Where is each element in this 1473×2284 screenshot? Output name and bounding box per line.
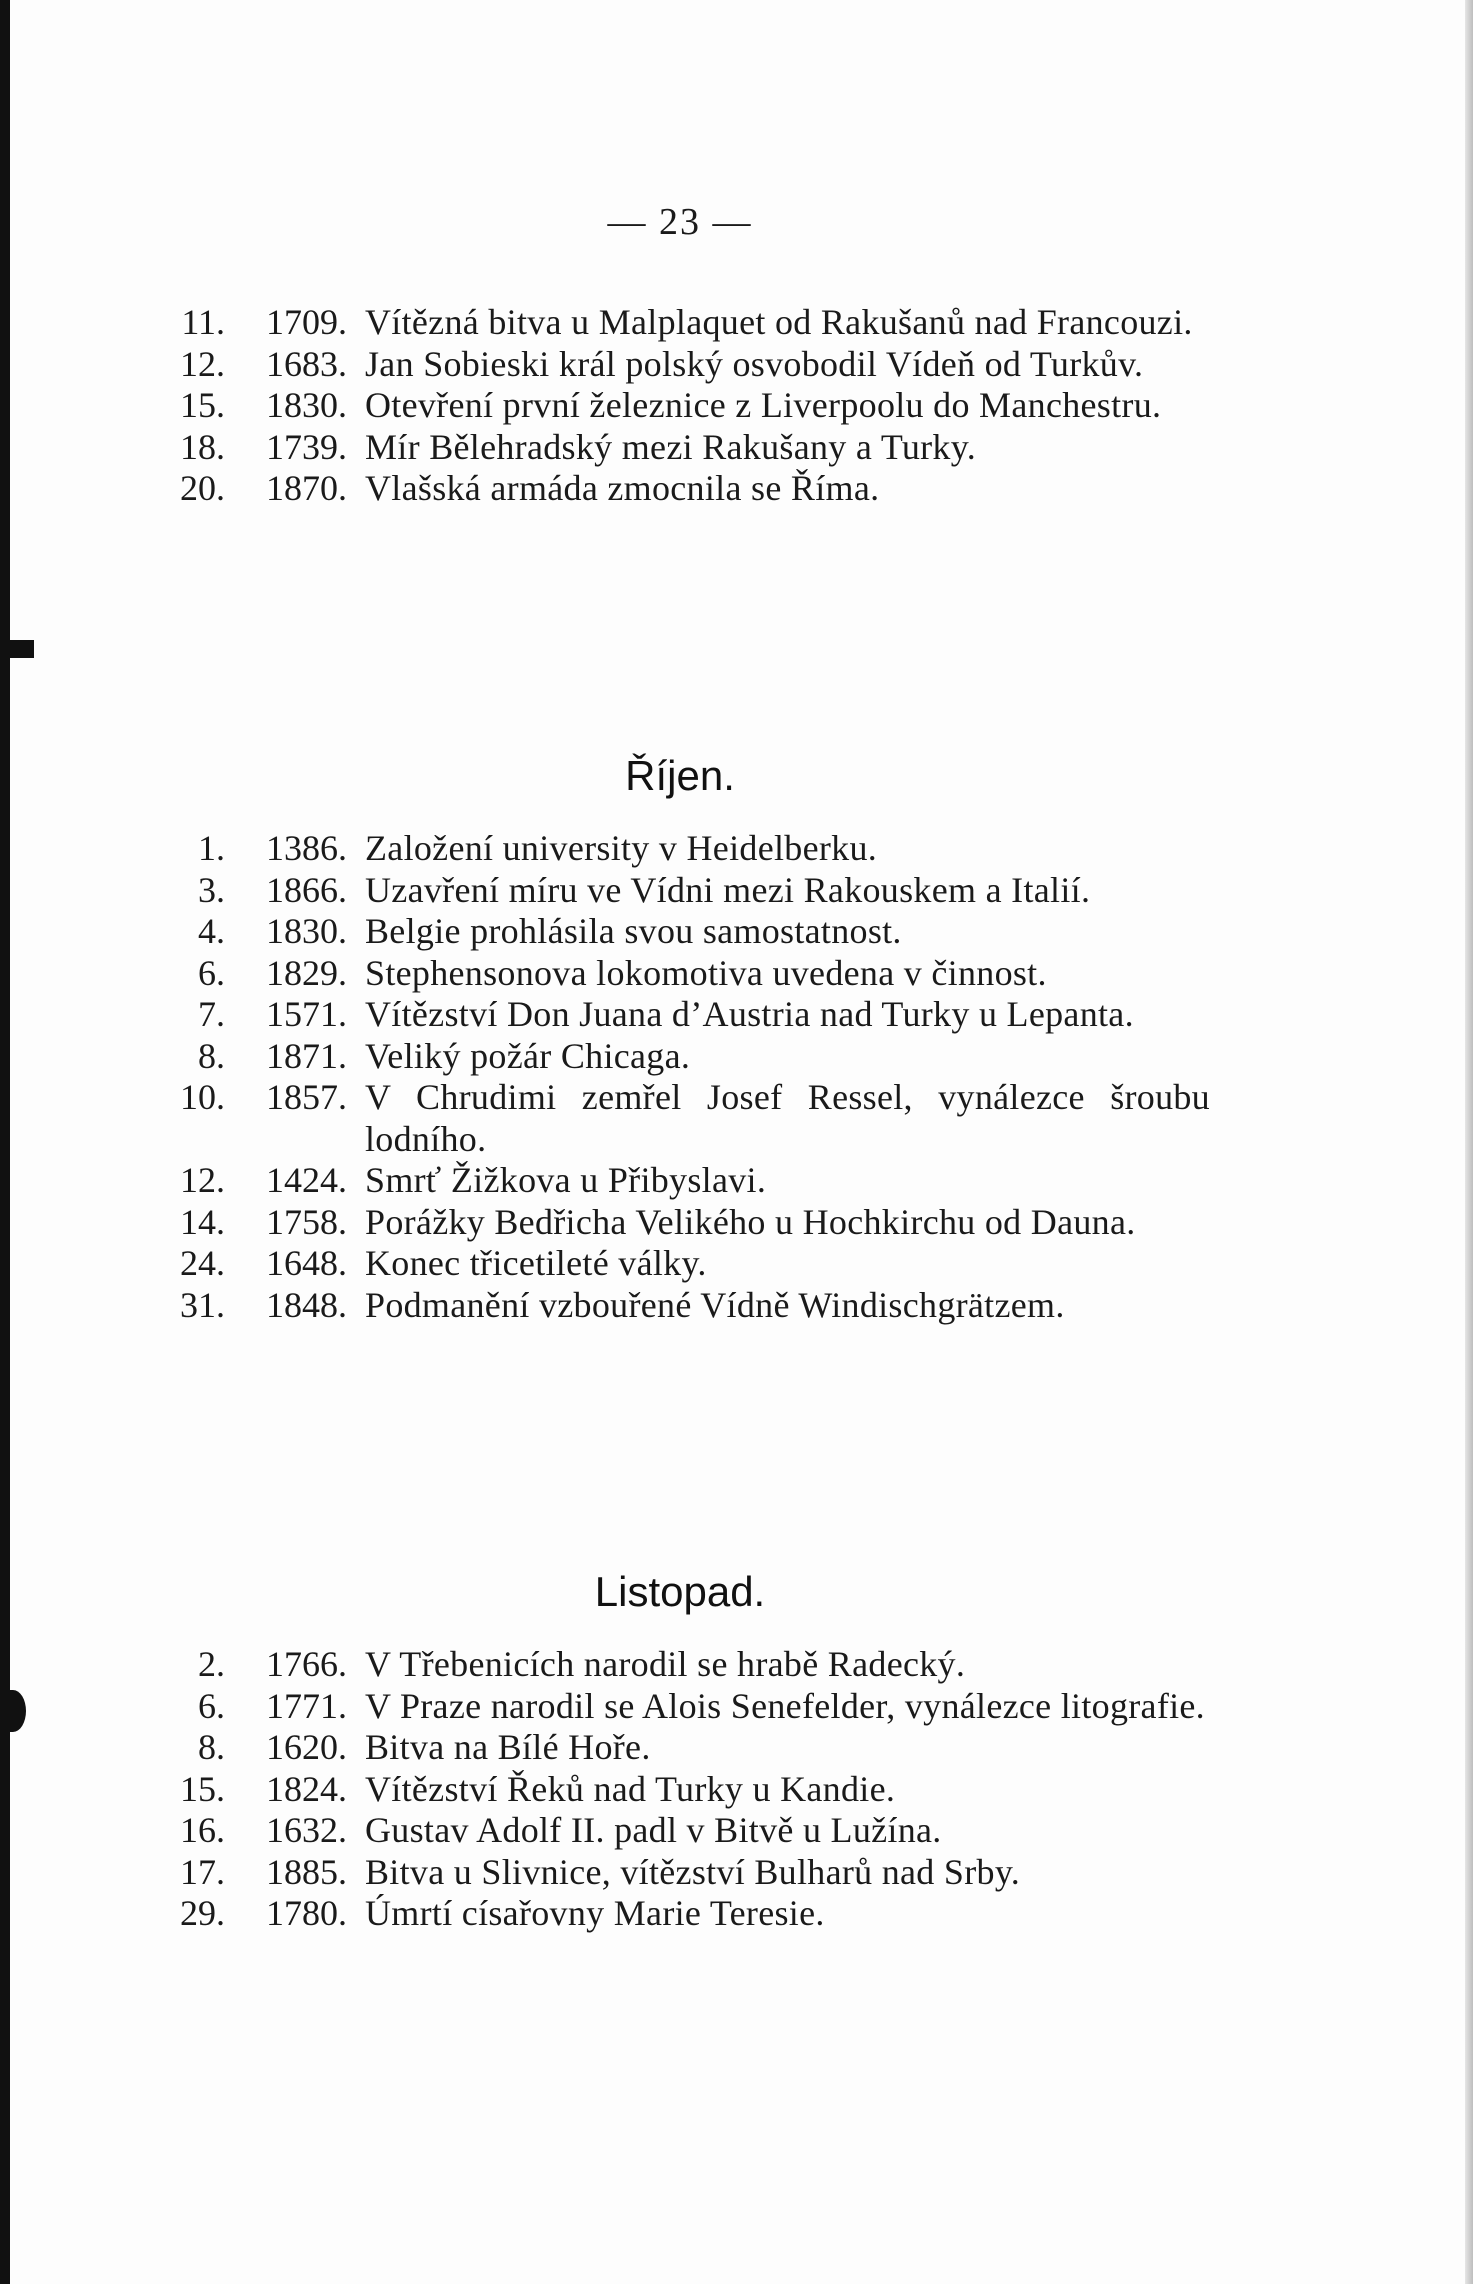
entry-list-continuation: [160, 302, 1210, 510]
entry-year: 1848.: [266, 1284, 347, 1325]
entry-text: Mír Bělehradský mezi Rakušany a Turky.: [365, 426, 976, 467]
entry-year: 1620.: [266, 1727, 347, 1767]
entry-day: 10.: [180, 1077, 225, 1117]
entry-year: 1739.: [266, 426, 347, 467]
entry-year: 1766.: [266, 1644, 347, 1684]
entry-year: 1857.: [266, 1077, 347, 1117]
entry-text: Bitva na Bílé Hoře.: [365, 1727, 651, 1767]
list-item: [160, 1285, 1210, 1327]
entry-day: 6.: [198, 952, 225, 993]
list-item: [160, 1727, 1210, 1769]
entry-text: V Třebenicích narodil se hrabě Radecký.: [365, 1644, 966, 1684]
entry-day: 12.: [180, 343, 225, 384]
list-item: [160, 302, 1210, 344]
list-item: [160, 1243, 1210, 1285]
entry-day: 3.: [198, 869, 225, 910]
entry-year: 1780.: [266, 1893, 347, 1933]
entry-year: 1758.: [266, 1201, 347, 1242]
entry-year: 1683.: [266, 343, 347, 384]
entry-text: Otevření první železnice z Liverpoolu do Manchestru.: [365, 385, 1162, 425]
page-number: — 23 —: [607, 201, 753, 243]
binding-mark: [0, 1690, 26, 1732]
entry-day: 7.: [198, 994, 225, 1034]
entry-text: Založení university v Heidelberku.: [365, 828, 878, 868]
entry-day: 24.: [180, 1243, 225, 1283]
entry-list-october: [160, 828, 1210, 1326]
entry-year: 1829.: [266, 952, 347, 993]
list-item: [160, 828, 1210, 870]
list-item: [160, 1202, 1210, 1244]
entry-text: Porážky Bedřicha Velikého u Hochkirchu od Dauna.: [365, 1201, 1136, 1242]
list-item: [160, 870, 1210, 912]
entry-day: 12.: [180, 1160, 225, 1200]
entry-year: 1424.: [266, 1160, 347, 1200]
entry-year: 1632.: [266, 1810, 347, 1850]
entry-year: 1870.: [266, 468, 347, 508]
entry-day: 17.: [180, 1851, 225, 1892]
entry-day: 20.: [180, 468, 225, 508]
entry-text: Smrť Žižkova u Přibyslavi.: [365, 1160, 767, 1200]
entry-day: 2.: [198, 1644, 225, 1684]
entry-text: Vlašská armáda zmocnila se Říma.: [365, 468, 880, 508]
list-item: [160, 468, 1210, 510]
entry-day: 8.: [198, 1727, 225, 1767]
list-item: [160, 1036, 1210, 1078]
entry-text: Vítězství Don Juana d’Austria nad Turky u Lepanta.: [365, 994, 1134, 1034]
entry-text: Úmrtí císařovny Marie Teresie.: [365, 1893, 825, 1933]
list-item: [160, 1686, 1210, 1728]
section-heading-november: Listopad.: [594, 1568, 766, 1615]
list-item: [160, 385, 1210, 427]
entry-text: V Praze narodil se Alois Senefelder, vynálezce litografie.: [365, 1685, 1205, 1726]
entry-day: 15.: [180, 385, 225, 425]
entry-year: 1824.: [266, 1768, 347, 1809]
list-item: [160, 1769, 1210, 1811]
entry-year: 1885.: [266, 1851, 347, 1892]
list-item: [160, 1077, 1210, 1160]
entry-day: 15.: [180, 1768, 225, 1809]
entry-list-november: [160, 1644, 1210, 1935]
page-edge: [1465, 0, 1473, 2284]
entry-year: 1830.: [266, 911, 347, 951]
entry-day: 11.: [181, 302, 225, 342]
binding-edge: [0, 0, 10, 2284]
entry-text: V Chrudimi zemřel Josef Ressel, vynálezce šroubu lodního.: [365, 1077, 1210, 1159]
entry-year: 1386.: [266, 828, 347, 868]
entry-day: 29.: [180, 1893, 225, 1933]
entry-year: 1871.: [266, 1035, 347, 1076]
entry-text: Vítězná bitva u Malplaquet od Rakušanů nad Francouzi.: [365, 302, 1193, 342]
entry-year: 1866.: [266, 869, 347, 910]
list-item: [160, 911, 1210, 953]
entry-text: Gustav Adolf II. padl v Bitvě u Lužína.: [365, 1810, 942, 1850]
entry-text: Konec třicetileté války.: [365, 1243, 707, 1283]
list-item: [160, 1160, 1210, 1202]
entry-day: 18.: [180, 426, 225, 467]
entry-day: 31.: [180, 1284, 225, 1325]
entry-day: 4.: [198, 911, 225, 951]
binding-mark: [0, 640, 34, 658]
entry-day: 8.: [198, 1035, 225, 1076]
entry-text: Bitva u Slivnice, vítězství Bulharů nad Srby.: [365, 1851, 1021, 1892]
entry-text: Belgie prohlásila svou samostatnost.: [365, 911, 902, 951]
entry-text: Veliký požár Chicaga.: [365, 1035, 691, 1076]
entry-year: 1571.: [266, 994, 347, 1034]
entry-text: Jan Sobieski král polský osvobodil Vídeň od Turkův.: [365, 343, 1144, 384]
entry-day: 16.: [180, 1810, 225, 1850]
entry-text: Podmanění vzbouřené Vídně Windischgrätzem.: [365, 1284, 1065, 1325]
list-item: [160, 1852, 1210, 1894]
entry-day: 14.: [180, 1201, 225, 1242]
list-item: [160, 427, 1210, 469]
section-heading-october: Říjen.: [625, 752, 735, 799]
entry-text: Vítězství Řeků nad Turky u Kandie.: [365, 1768, 896, 1809]
list-item: [160, 344, 1210, 386]
entry-day: 1.: [198, 828, 225, 868]
entry-text: Stephensonova lokomotiva uvedena v činnost.: [365, 952, 1047, 993]
entry-text: Uzavření míru ve Vídni mezi Rakouskem a Italií.: [365, 869, 1091, 910]
entry-year: 1771.: [266, 1685, 347, 1726]
entry-day: 6.: [198, 1685, 225, 1726]
list-item: [160, 1810, 1210, 1852]
entry-year: 1830.: [266, 385, 347, 425]
entry-year: 1709.: [266, 302, 347, 342]
entry-year: 1648.: [266, 1243, 347, 1283]
list-item: [160, 1893, 1210, 1935]
list-item: [160, 953, 1210, 995]
list-item: [160, 1644, 1210, 1686]
list-item: [160, 994, 1210, 1036]
